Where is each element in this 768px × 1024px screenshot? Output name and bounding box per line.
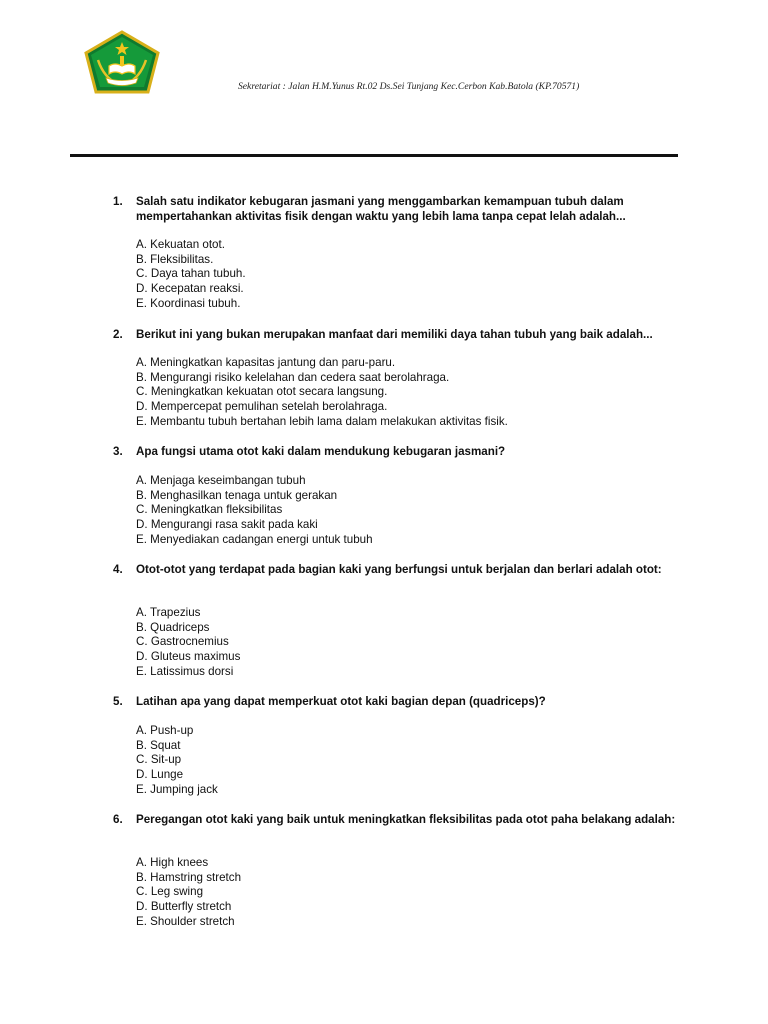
question-text: Berikut ini yang bukan merupakan manfaat dari memiliki daya tahan tubuh yang baik adalah... bbox=[136, 328, 653, 341]
option-b: B. Hamstring stretch bbox=[136, 870, 242, 884]
option-d: D. Lunge bbox=[136, 768, 184, 782]
question-number: 6. bbox=[113, 813, 123, 826]
question-text: Apa fungsi utama otot kaki dalam mendukung kebugaran jasmani? bbox=[136, 445, 506, 458]
ministry-emblem bbox=[84, 30, 160, 94]
question-text: Salah satu indikator kebugaran jasmani yang menggambarkan kemampuan tubuh dalam mempertahankan aktivitas fisik dengan waktu yang lebih lama tanpa cepat lelah adalah... bbox=[136, 195, 626, 223]
question-number: 3. bbox=[113, 445, 123, 458]
option-c: C. Meningkatkan kekuatan otot secara langsung. bbox=[136, 385, 388, 399]
option-d: D. Butterfly stretch bbox=[136, 900, 232, 914]
option-d: D. Mengurangi rasa sakit pada kaki bbox=[136, 518, 318, 532]
question-number: 5. bbox=[113, 695, 123, 708]
question-number: 4. bbox=[113, 563, 123, 576]
question-number: 2. bbox=[113, 328, 123, 341]
option-e: E. Shoulder stretch bbox=[136, 914, 235, 928]
option-b: B. Mengurangi risiko kelelahan dan cedera saat berolahraga. bbox=[136, 370, 450, 384]
option-a: A. High knees bbox=[136, 856, 209, 869]
header-rule bbox=[70, 154, 678, 157]
option-d: D. Kecepatan reaksi. bbox=[136, 282, 244, 296]
option-e: E. Membantu tubuh bertahan lebih lama dalam melakukan aktivitas fisik. bbox=[136, 414, 508, 428]
option-e: E. Menyediakan cadangan energi untuk tubuh bbox=[136, 532, 373, 546]
question-text: Otot-otot yang terdapat pada bagian kaki yang berfungsi untuk berjalan dan berlari adalah otot: bbox=[136, 563, 662, 576]
option-e: E. Latissimus dorsi bbox=[136, 664, 234, 678]
option-a: A. Kekuatan otot. bbox=[136, 238, 225, 251]
option-b: B. Fleksibilitas. bbox=[136, 252, 214, 266]
question-text: Latihan apa yang dapat memperkuat otot kaki bagian depan (quadriceps)? bbox=[136, 695, 546, 708]
option-d: D. Mempercepat pemulihan setelah berolahraga. bbox=[136, 400, 388, 414]
option-c: C. Meningkatkan fleksibilitas bbox=[136, 503, 283, 517]
option-d: D. Gluteus maximus bbox=[136, 650, 241, 664]
option-c: C. Daya tahan tubuh. bbox=[136, 267, 246, 281]
option-a: A. Push-up bbox=[136, 724, 194, 737]
option-c: C. Sit-up bbox=[136, 753, 182, 767]
question-number: 1. bbox=[113, 195, 123, 208]
option-c: C. Gastrocnemius bbox=[136, 635, 229, 649]
option-c: C. Leg swing bbox=[136, 885, 204, 899]
option-a: A. Meningkatkan kapasitas jantung dan paru-paru. bbox=[136, 356, 396, 369]
option-b: B. Menghasilkan tenaga untuk gerakan bbox=[136, 488, 338, 502]
option-e: E. Koordinasi tubuh. bbox=[136, 296, 241, 310]
option-b: B. Quadriceps bbox=[136, 620, 210, 634]
option-e: E. Jumping jack bbox=[136, 782, 218, 796]
address-line: Sekretariat : Jalan H.M.Yunus Rt.02 Ds.Sei Tunjang Kec.Cerbon Kab.Batola (KP.70571) bbox=[238, 81, 580, 92]
option-a: A. Trapezius bbox=[136, 606, 201, 619]
question-text: Peregangan otot kaki yang baik untuk meningkatkan fleksibilitas pada otot paha belakang adalah: bbox=[136, 813, 676, 826]
option-a: A. Menjaga keseimbangan tubuh bbox=[136, 474, 306, 487]
option-b: B. Squat bbox=[136, 738, 181, 752]
